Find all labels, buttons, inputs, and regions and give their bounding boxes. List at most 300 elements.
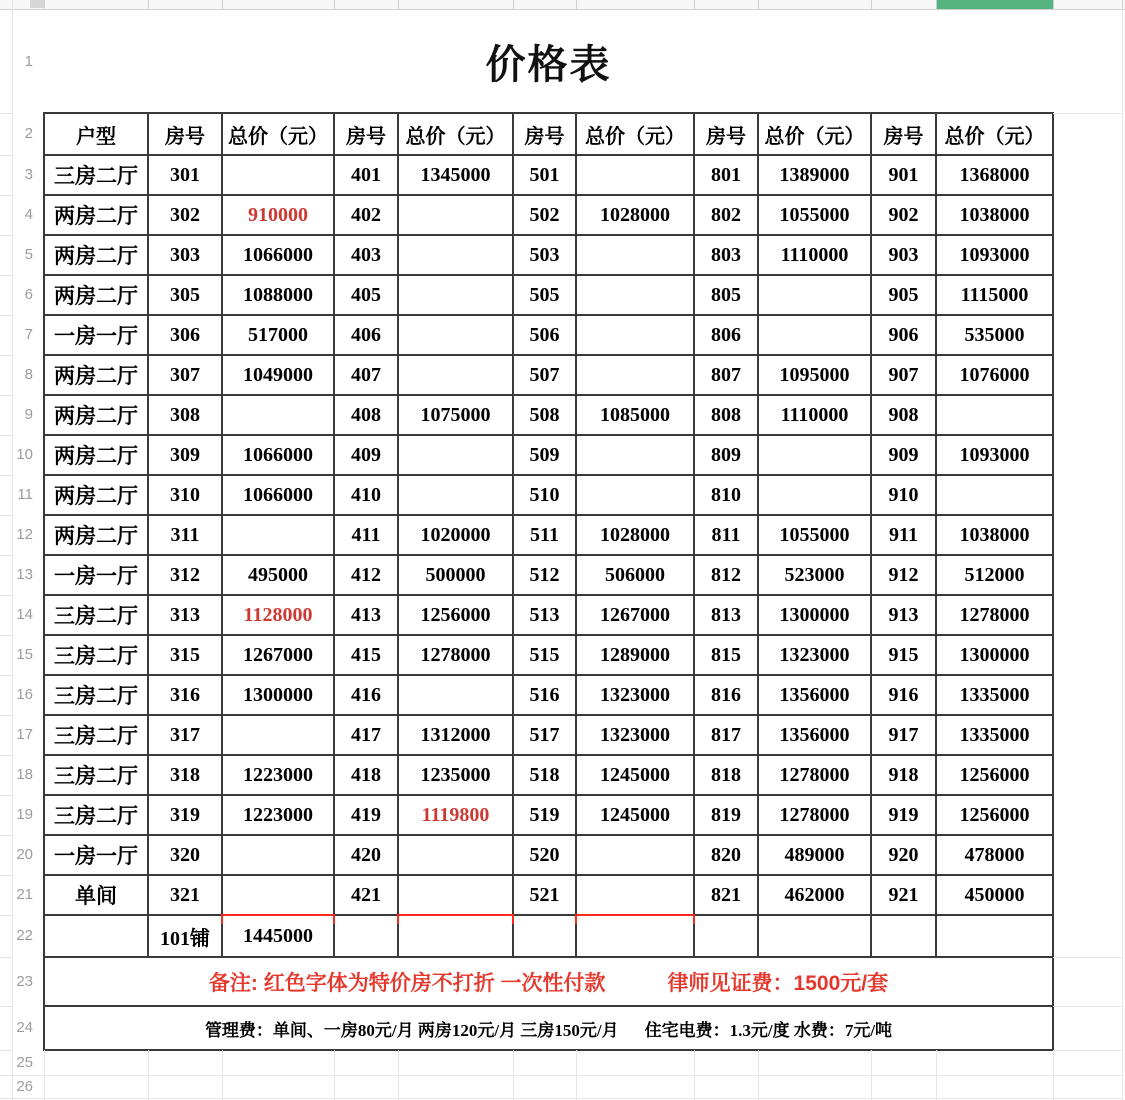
row-header[interactable]: 5 <box>24 246 33 263</box>
header-room-no[interactable]: 房号 <box>871 113 936 155</box>
room-no-cell[interactable]: 515 <box>513 635 576 675</box>
sold-price-cell[interactable] <box>758 475 871 515</box>
price-cell[interactable]: 1445000 <box>222 915 334 957</box>
room-no-cell[interactable]: 519 <box>513 795 576 835</box>
room-no-cell[interactable]: 520 <box>513 835 576 875</box>
room-no-cell[interactable]: 816 <box>694 675 758 715</box>
table-row-shop <box>44 915 1053 957</box>
gridline <box>0 475 13 476</box>
room-no-cell[interactable]: 411 <box>334 515 398 555</box>
room-no-cell[interactable]: 408 <box>334 395 398 435</box>
price-cell[interactable]: 1223000 <box>222 755 334 795</box>
sold-price-cell[interactable] <box>222 715 334 755</box>
gridline <box>0 195 13 196</box>
row-header[interactable]: 2 <box>24 125 33 142</box>
room-no-cell[interactable]: 403 <box>334 235 398 275</box>
room-no-cell[interactable]: 407 <box>334 355 398 395</box>
price-cell[interactable]: 1278000 <box>758 795 871 835</box>
sold-price-cell[interactable] <box>398 275 513 315</box>
price-cell[interactable]: 1256000 <box>936 795 1053 835</box>
price-cell[interactable]: 478000 <box>936 835 1053 875</box>
sold-price-cell[interactable] <box>222 395 334 435</box>
unit-type-cell[interactable]: 两房二厅 <box>44 195 148 235</box>
unit-type-cell[interactable]: 两房二厅 <box>44 515 148 555</box>
unit-type-cell[interactable]: 三房二厅 <box>44 675 148 715</box>
gridline <box>871 0 872 9</box>
price-cell[interactable]: 1356000 <box>758 675 871 715</box>
room-no-cell[interactable]: 302 <box>148 195 222 235</box>
room-no-cell[interactable]: 818 <box>694 755 758 795</box>
room-no-cell[interactable]: 505 <box>513 275 576 315</box>
row-header[interactable]: 22 <box>16 927 33 944</box>
room-no-cell[interactable]: 506 <box>513 315 576 355</box>
row-header[interactable]: 15 <box>16 646 33 663</box>
table-row <box>44 395 1053 435</box>
sold-price-cell[interactable] <box>576 155 694 195</box>
room-no-cell[interactable]: 308 <box>148 395 222 435</box>
price-cell[interactable]: 1066000 <box>222 435 334 475</box>
row-header[interactable]: 18 <box>16 766 33 783</box>
row-header[interactable]: 26 <box>16 1077 33 1095</box>
room-no-cell[interactable]: 310 <box>148 475 222 515</box>
sold-price-cell[interactable] <box>398 355 513 395</box>
room-no-cell[interactable]: 810 <box>694 475 758 515</box>
room-no-cell[interactable]: 401 <box>334 155 398 195</box>
selected-column-header[interactable] <box>936 0 1053 9</box>
price-cell[interactable]: 517000 <box>222 315 334 355</box>
sold-price-cell[interactable] <box>576 835 694 875</box>
row-header[interactable]: 13 <box>16 566 33 583</box>
gridline <box>1122 0 1123 9</box>
note-text: 住宅电费：1.3元/度 水费：7元/吨 <box>644 1020 893 1040</box>
room-no-cell[interactable]: 413 <box>334 595 398 635</box>
price-cell[interactable]: 910000 <box>222 195 334 235</box>
room-no-cell[interactable]: 819 <box>694 795 758 835</box>
sold-price-cell[interactable] <box>222 835 334 875</box>
room-no-cell[interactable]: 812 <box>694 555 758 595</box>
room-no-cell[interactable]: 301 <box>148 155 222 195</box>
price-cell[interactable]: 1223000 <box>222 795 334 835</box>
price-cell[interactable]: 1345000 <box>398 155 513 195</box>
table-row <box>44 875 1053 915</box>
sold-price-cell[interactable] <box>576 235 694 275</box>
price-cell[interactable]: 1055000 <box>758 195 871 235</box>
room-no-cell[interactable]: 809 <box>694 435 758 475</box>
sold-price-cell[interactable] <box>222 875 334 915</box>
price-cell[interactable]: 506000 <box>576 555 694 595</box>
room-no-cell[interactable]: 917 <box>871 715 936 755</box>
price-cell[interactable] <box>576 915 694 957</box>
room-no-cell[interactable]: 518 <box>513 755 576 795</box>
room-no-cell[interactable]: 511 <box>513 515 576 555</box>
sold-price-cell[interactable] <box>222 515 334 555</box>
price-cell[interactable]: 1110000 <box>758 235 871 275</box>
header-room-no[interactable]: 房号 <box>694 113 758 155</box>
row-header[interactable]: 10 <box>16 446 33 463</box>
unit-type-cell[interactable]: 一房一厅 <box>44 555 148 595</box>
price-cell[interactable]: 1093000 <box>936 435 1053 475</box>
room-no-cell[interactable]: 405 <box>334 275 398 315</box>
price-cell[interactable]: 1235000 <box>398 755 513 795</box>
row-header[interactable]: 19 <box>16 806 33 823</box>
unit-type-cell[interactable]: 一房一厅 <box>44 315 148 355</box>
room-no-cell[interactable]: 502 <box>513 195 576 235</box>
room-no-cell[interactable]: 313 <box>148 595 222 635</box>
room-no-cell[interactable]: 306 <box>148 315 222 355</box>
room-no-cell[interactable]: 808 <box>694 395 758 435</box>
row-header[interactable]: 25 <box>16 1053 33 1071</box>
room-no-cell[interactable]: 910 <box>871 475 936 515</box>
room-no-cell[interactable]: 807 <box>694 355 758 395</box>
price-cell[interactable]: 1110000 <box>758 395 871 435</box>
table-row <box>44 515 1053 555</box>
room-no-cell[interactable]: 307 <box>148 355 222 395</box>
price-cell[interactable]: 1323000 <box>576 675 694 715</box>
price-cell[interactable]: 1055000 <box>758 515 871 555</box>
room-no-cell[interactable]: 915 <box>871 635 936 675</box>
table-row <box>44 755 1053 795</box>
price-cell[interactable]: 1312000 <box>398 715 513 755</box>
gridline <box>1053 1006 1122 1007</box>
row-header[interactable]: 24 <box>16 1019 33 1036</box>
gridline <box>44 0 45 9</box>
price-cell[interactable]: 1256000 <box>936 755 1053 795</box>
room-no-cell[interactable]: 918 <box>871 755 936 795</box>
price-cell[interactable]: 512000 <box>936 555 1053 595</box>
gridline <box>0 395 13 396</box>
room-no-cell[interactable]: 508 <box>513 395 576 435</box>
gridline <box>0 835 13 836</box>
room-no-cell[interactable]: 820 <box>694 835 758 875</box>
price-cell[interactable] <box>936 915 1053 957</box>
sold-price-cell[interactable] <box>398 235 513 275</box>
price-cell[interactable]: 1066000 <box>222 235 334 275</box>
room-no-cell[interactable]: 312 <box>148 555 222 595</box>
price-cell[interactable]: 1038000 <box>936 195 1053 235</box>
gridline <box>0 355 13 356</box>
price-cell[interactable]: 1300000 <box>758 595 871 635</box>
room-no-cell[interactable]: 815 <box>694 635 758 675</box>
table-row <box>44 555 1053 595</box>
price-cell[interactable]: 1095000 <box>758 355 871 395</box>
room-no-cell[interactable] <box>334 915 398 957</box>
room-no-cell[interactable]: 912 <box>871 555 936 595</box>
sold-price-cell[interactable] <box>398 195 513 235</box>
price-cell[interactable]: 1115000 <box>936 275 1053 315</box>
row-header[interactable]: 17 <box>16 726 33 743</box>
room-no-cell[interactable]: 420 <box>334 835 398 875</box>
room-no-cell[interactable]: 406 <box>334 315 398 355</box>
room-no-cell[interactable]: 909 <box>871 435 936 475</box>
price-cell[interactable]: 1289000 <box>576 635 694 675</box>
room-no-cell[interactable]: 908 <box>871 395 936 435</box>
gridline <box>936 0 937 9</box>
sold-price-cell[interactable] <box>398 435 513 475</box>
price-cell[interactable]: 1368000 <box>936 155 1053 195</box>
note-row-special <box>44 957 1053 1006</box>
gridline <box>0 715 13 716</box>
gridline <box>222 0 223 9</box>
price-cell[interactable]: 1076000 <box>936 355 1053 395</box>
room-no-cell[interactable]: 921 <box>871 875 936 915</box>
room-no-cell[interactable]: 417 <box>334 715 398 755</box>
row-header[interactable]: 3 <box>24 166 33 183</box>
table-row <box>44 435 1053 475</box>
room-no-cell[interactable]: 409 <box>334 435 398 475</box>
price-table <box>43 112 1054 1051</box>
price-cell[interactable]: 489000 <box>758 835 871 875</box>
unit-type-cell[interactable]: 三房二厅 <box>44 155 148 195</box>
note-cell[interactable] <box>44 1006 1053 1050</box>
price-cell[interactable]: 1119800 <box>398 795 513 835</box>
header-room-no[interactable]: 房号 <box>513 113 576 155</box>
room-no-cell[interactable]: 801 <box>694 155 758 195</box>
room-no-cell[interactable]: 920 <box>871 835 936 875</box>
row-header[interactable]: 21 <box>16 886 33 903</box>
room-no-cell[interactable]: 303 <box>148 235 222 275</box>
select-all-corner[interactable] <box>30 0 45 8</box>
unit-type-cell[interactable]: 三房二厅 <box>44 595 148 635</box>
room-no-cell[interactable]: 517 <box>513 715 576 755</box>
room-no-cell[interactable]: 315 <box>148 635 222 675</box>
price-cell[interactable]: 1278000 <box>398 635 513 675</box>
sold-price-cell[interactable] <box>936 475 1053 515</box>
row-header[interactable]: 20 <box>16 846 33 863</box>
unit-type-cell[interactable]: 两房二厅 <box>44 435 148 475</box>
room-no-cell[interactable]: 901 <box>871 155 936 195</box>
price-cell[interactable]: 1245000 <box>576 795 694 835</box>
price-cell[interactable]: 1075000 <box>398 395 513 435</box>
sold-price-cell[interactable] <box>222 155 334 195</box>
room-no-cell[interactable]: 903 <box>871 235 936 275</box>
sold-price-cell[interactable] <box>398 675 513 715</box>
price-cell[interactable] <box>758 915 871 957</box>
header-room-no[interactable]: 房号 <box>334 113 398 155</box>
room-no-cell[interactable]: 418 <box>334 755 398 795</box>
table-row <box>44 235 1053 275</box>
sold-price-cell[interactable] <box>576 475 694 515</box>
room-no-cell[interactable]: 919 <box>871 795 936 835</box>
sheet-title[interactable]: 价格表 <box>485 43 612 87</box>
room-no-cell[interactable]: 321 <box>148 875 222 915</box>
unit-type-cell[interactable]: 三房二厅 <box>44 715 148 755</box>
sold-price-cell[interactable] <box>576 355 694 395</box>
room-no-cell[interactable]: 811 <box>694 515 758 555</box>
row-header[interactable]: 23 <box>16 972 33 990</box>
room-no-cell[interactable]: 415 <box>334 635 398 675</box>
price-cell[interactable]: 1256000 <box>398 595 513 635</box>
room-no-cell[interactable] <box>871 915 936 957</box>
header-total-price[interactable]: 总价（元） <box>758 113 871 155</box>
room-no-cell[interactable]: 911 <box>871 515 936 555</box>
room-no-cell[interactable]: 905 <box>871 275 936 315</box>
room-no-cell[interactable]: 421 <box>334 875 398 915</box>
unit-type-cell[interactable]: 三房二厅 <box>44 795 148 835</box>
header-total-price[interactable]: 总价（元） <box>398 113 513 155</box>
price-cell[interactable]: 1128000 <box>222 595 334 635</box>
price-cell[interactable]: 1085000 <box>576 395 694 435</box>
room-no-cell[interactable]: 803 <box>694 235 758 275</box>
room-no-cell[interactable]: 906 <box>871 315 936 355</box>
room-no-cell[interactable]: 101铺 <box>148 915 222 957</box>
gridline <box>0 875 13 876</box>
price-cell[interactable]: 1335000 <box>936 675 1053 715</box>
unit-type-cell[interactable] <box>44 915 148 957</box>
price-cell[interactable]: 1093000 <box>936 235 1053 275</box>
price-cell[interactable]: 1066000 <box>222 475 334 515</box>
sold-price-cell[interactable] <box>576 875 694 915</box>
room-no-cell[interactable]: 410 <box>334 475 398 515</box>
header-total-price[interactable]: 总价（元） <box>222 113 334 155</box>
price-cell[interactable]: 535000 <box>936 315 1053 355</box>
price-cell[interactable]: 1267000 <box>222 635 334 675</box>
room-no-cell[interactable]: 416 <box>334 675 398 715</box>
header-unit-type[interactable]: 户型 <box>44 113 148 155</box>
price-cell[interactable]: 1300000 <box>222 675 334 715</box>
sold-price-cell[interactable] <box>398 875 513 915</box>
price-cell[interactable]: 495000 <box>222 555 334 595</box>
row-header[interactable]: 12 <box>16 526 33 543</box>
sold-price-cell[interactable] <box>398 315 513 355</box>
room-no-cell[interactable]: 305 <box>148 275 222 315</box>
price-cell[interactable]: 1020000 <box>398 515 513 555</box>
row-header[interactable]: 4 <box>24 206 33 223</box>
row-header[interactable]: 9 <box>24 406 33 423</box>
sold-price-cell[interactable] <box>576 275 694 315</box>
room-no-cell[interactable]: 503 <box>513 235 576 275</box>
room-no-cell[interactable]: 913 <box>871 595 936 635</box>
gridline <box>0 235 13 236</box>
gridline <box>0 755 13 756</box>
price-cell[interactable]: 1278000 <box>758 755 871 795</box>
room-no-cell[interactable]: 806 <box>694 315 758 355</box>
room-no-cell[interactable]: 501 <box>513 155 576 195</box>
table-row <box>44 595 1053 635</box>
room-no-cell[interactable]: 510 <box>513 475 576 515</box>
table-row <box>44 675 1053 715</box>
price-cell[interactable]: 1049000 <box>222 355 334 395</box>
unit-type-cell[interactable]: 两房二厅 <box>44 235 148 275</box>
price-cell[interactable]: 1323000 <box>758 635 871 675</box>
room-no-cell[interactable]: 319 <box>148 795 222 835</box>
unit-type-cell[interactable]: 一房一厅 <box>44 835 148 875</box>
price-cell[interactable]: 462000 <box>758 875 871 915</box>
room-no-cell[interactable]: 419 <box>334 795 398 835</box>
room-no-cell[interactable]: 412 <box>334 555 398 595</box>
sold-price-cell[interactable] <box>398 835 513 875</box>
price-cell[interactable]: 500000 <box>398 555 513 595</box>
room-no-cell[interactable]: 907 <box>871 355 936 395</box>
room-no-cell[interactable]: 813 <box>694 595 758 635</box>
room-no-cell[interactable]: 916 <box>871 675 936 715</box>
gridline <box>694 0 695 9</box>
unit-type-cell[interactable]: 两房二厅 <box>44 395 148 435</box>
price-cell[interactable]: 1335000 <box>936 715 1053 755</box>
gridline <box>1053 957 1122 958</box>
note-text: 律师见证费：1500元/套 <box>667 971 889 995</box>
sold-price-cell[interactable] <box>936 395 1053 435</box>
room-no-cell[interactable]: 318 <box>148 755 222 795</box>
room-no-cell[interactable] <box>694 915 758 957</box>
header-total-price[interactable]: 总价（元） <box>576 113 694 155</box>
row-header[interactable]: 11 <box>17 486 33 503</box>
row-header[interactable]: 8 <box>24 366 33 383</box>
row-header[interactable]: 14 <box>16 606 33 623</box>
room-no-cell[interactable]: 513 <box>513 595 576 635</box>
room-no-cell[interactable]: 817 <box>694 715 758 755</box>
room-no-cell[interactable] <box>513 915 576 957</box>
price-cell[interactable]: 523000 <box>758 555 871 595</box>
room-no-cell[interactable]: 512 <box>513 555 576 595</box>
sold-price-cell[interactable] <box>398 475 513 515</box>
row-header[interactable]: 1 <box>24 52 33 70</box>
unit-type-cell[interactable]: 单间 <box>44 875 148 915</box>
price-cell[interactable]: 1038000 <box>936 515 1053 555</box>
unit-type-cell[interactable]: 三房二厅 <box>44 635 148 675</box>
sold-price-cell[interactable] <box>758 435 871 475</box>
sold-price-cell[interactable] <box>576 435 694 475</box>
gridline <box>1122 1050 1123 1100</box>
room-no-cell[interactable]: 509 <box>513 435 576 475</box>
room-no-cell[interactable]: 507 <box>513 355 576 395</box>
price-cell[interactable]: 1028000 <box>576 515 694 555</box>
price-cell[interactable]: 1300000 <box>936 635 1053 675</box>
header-room-no[interactable]: 房号 <box>148 113 222 155</box>
sold-price-cell[interactable] <box>758 315 871 355</box>
room-no-cell[interactable]: 902 <box>871 195 936 235</box>
room-no-cell[interactable]: 311 <box>148 515 222 555</box>
room-no-cell[interactable]: 317 <box>148 715 222 755</box>
price-cell[interactable]: 1267000 <box>576 595 694 635</box>
price-cell[interactable]: 1278000 <box>936 595 1053 635</box>
price-cell[interactable]: 1245000 <box>576 755 694 795</box>
price-cell[interactable]: 1323000 <box>576 715 694 755</box>
price-cell[interactable]: 1028000 <box>576 195 694 235</box>
room-no-cell[interactable]: 309 <box>148 435 222 475</box>
room-no-cell[interactable]: 516 <box>513 675 576 715</box>
room-no-cell[interactable]: 802 <box>694 195 758 235</box>
table-row <box>44 195 1053 235</box>
gridline <box>0 957 13 958</box>
note-cell[interactable] <box>44 957 1053 1006</box>
price-cell[interactable] <box>398 915 513 957</box>
price-cell[interactable]: 450000 <box>936 875 1053 915</box>
price-cell[interactable]: 1088000 <box>222 275 334 315</box>
room-no-cell[interactable]: 805 <box>694 275 758 315</box>
sold-price-cell[interactable] <box>576 315 694 355</box>
unit-type-cell[interactable]: 两房二厅 <box>44 355 148 395</box>
unit-type-cell[interactable]: 三房二厅 <box>44 755 148 795</box>
row-header[interactable]: 16 <box>16 686 33 703</box>
unit-type-cell[interactable]: 两房二厅 <box>44 475 148 515</box>
room-no-cell[interactable]: 821 <box>694 875 758 915</box>
gridline <box>0 675 13 676</box>
gridline <box>334 0 335 9</box>
room-no-cell[interactable]: 521 <box>513 875 576 915</box>
room-no-cell[interactable]: 316 <box>148 675 222 715</box>
sold-price-cell[interactable] <box>758 275 871 315</box>
column-header-strip <box>0 0 1125 10</box>
price-cell[interactable]: 1356000 <box>758 715 871 755</box>
gridline <box>148 0 149 9</box>
unit-type-cell[interactable]: 两房二厅 <box>44 275 148 315</box>
row-header[interactable]: 7 <box>24 326 33 343</box>
room-no-cell[interactable]: 402 <box>334 195 398 235</box>
room-no-cell[interactable]: 320 <box>148 835 222 875</box>
header-total-price[interactable]: 总价（元） <box>936 113 1053 155</box>
row-header[interactable]: 6 <box>24 286 33 303</box>
price-cell[interactable]: 1389000 <box>758 155 871 195</box>
